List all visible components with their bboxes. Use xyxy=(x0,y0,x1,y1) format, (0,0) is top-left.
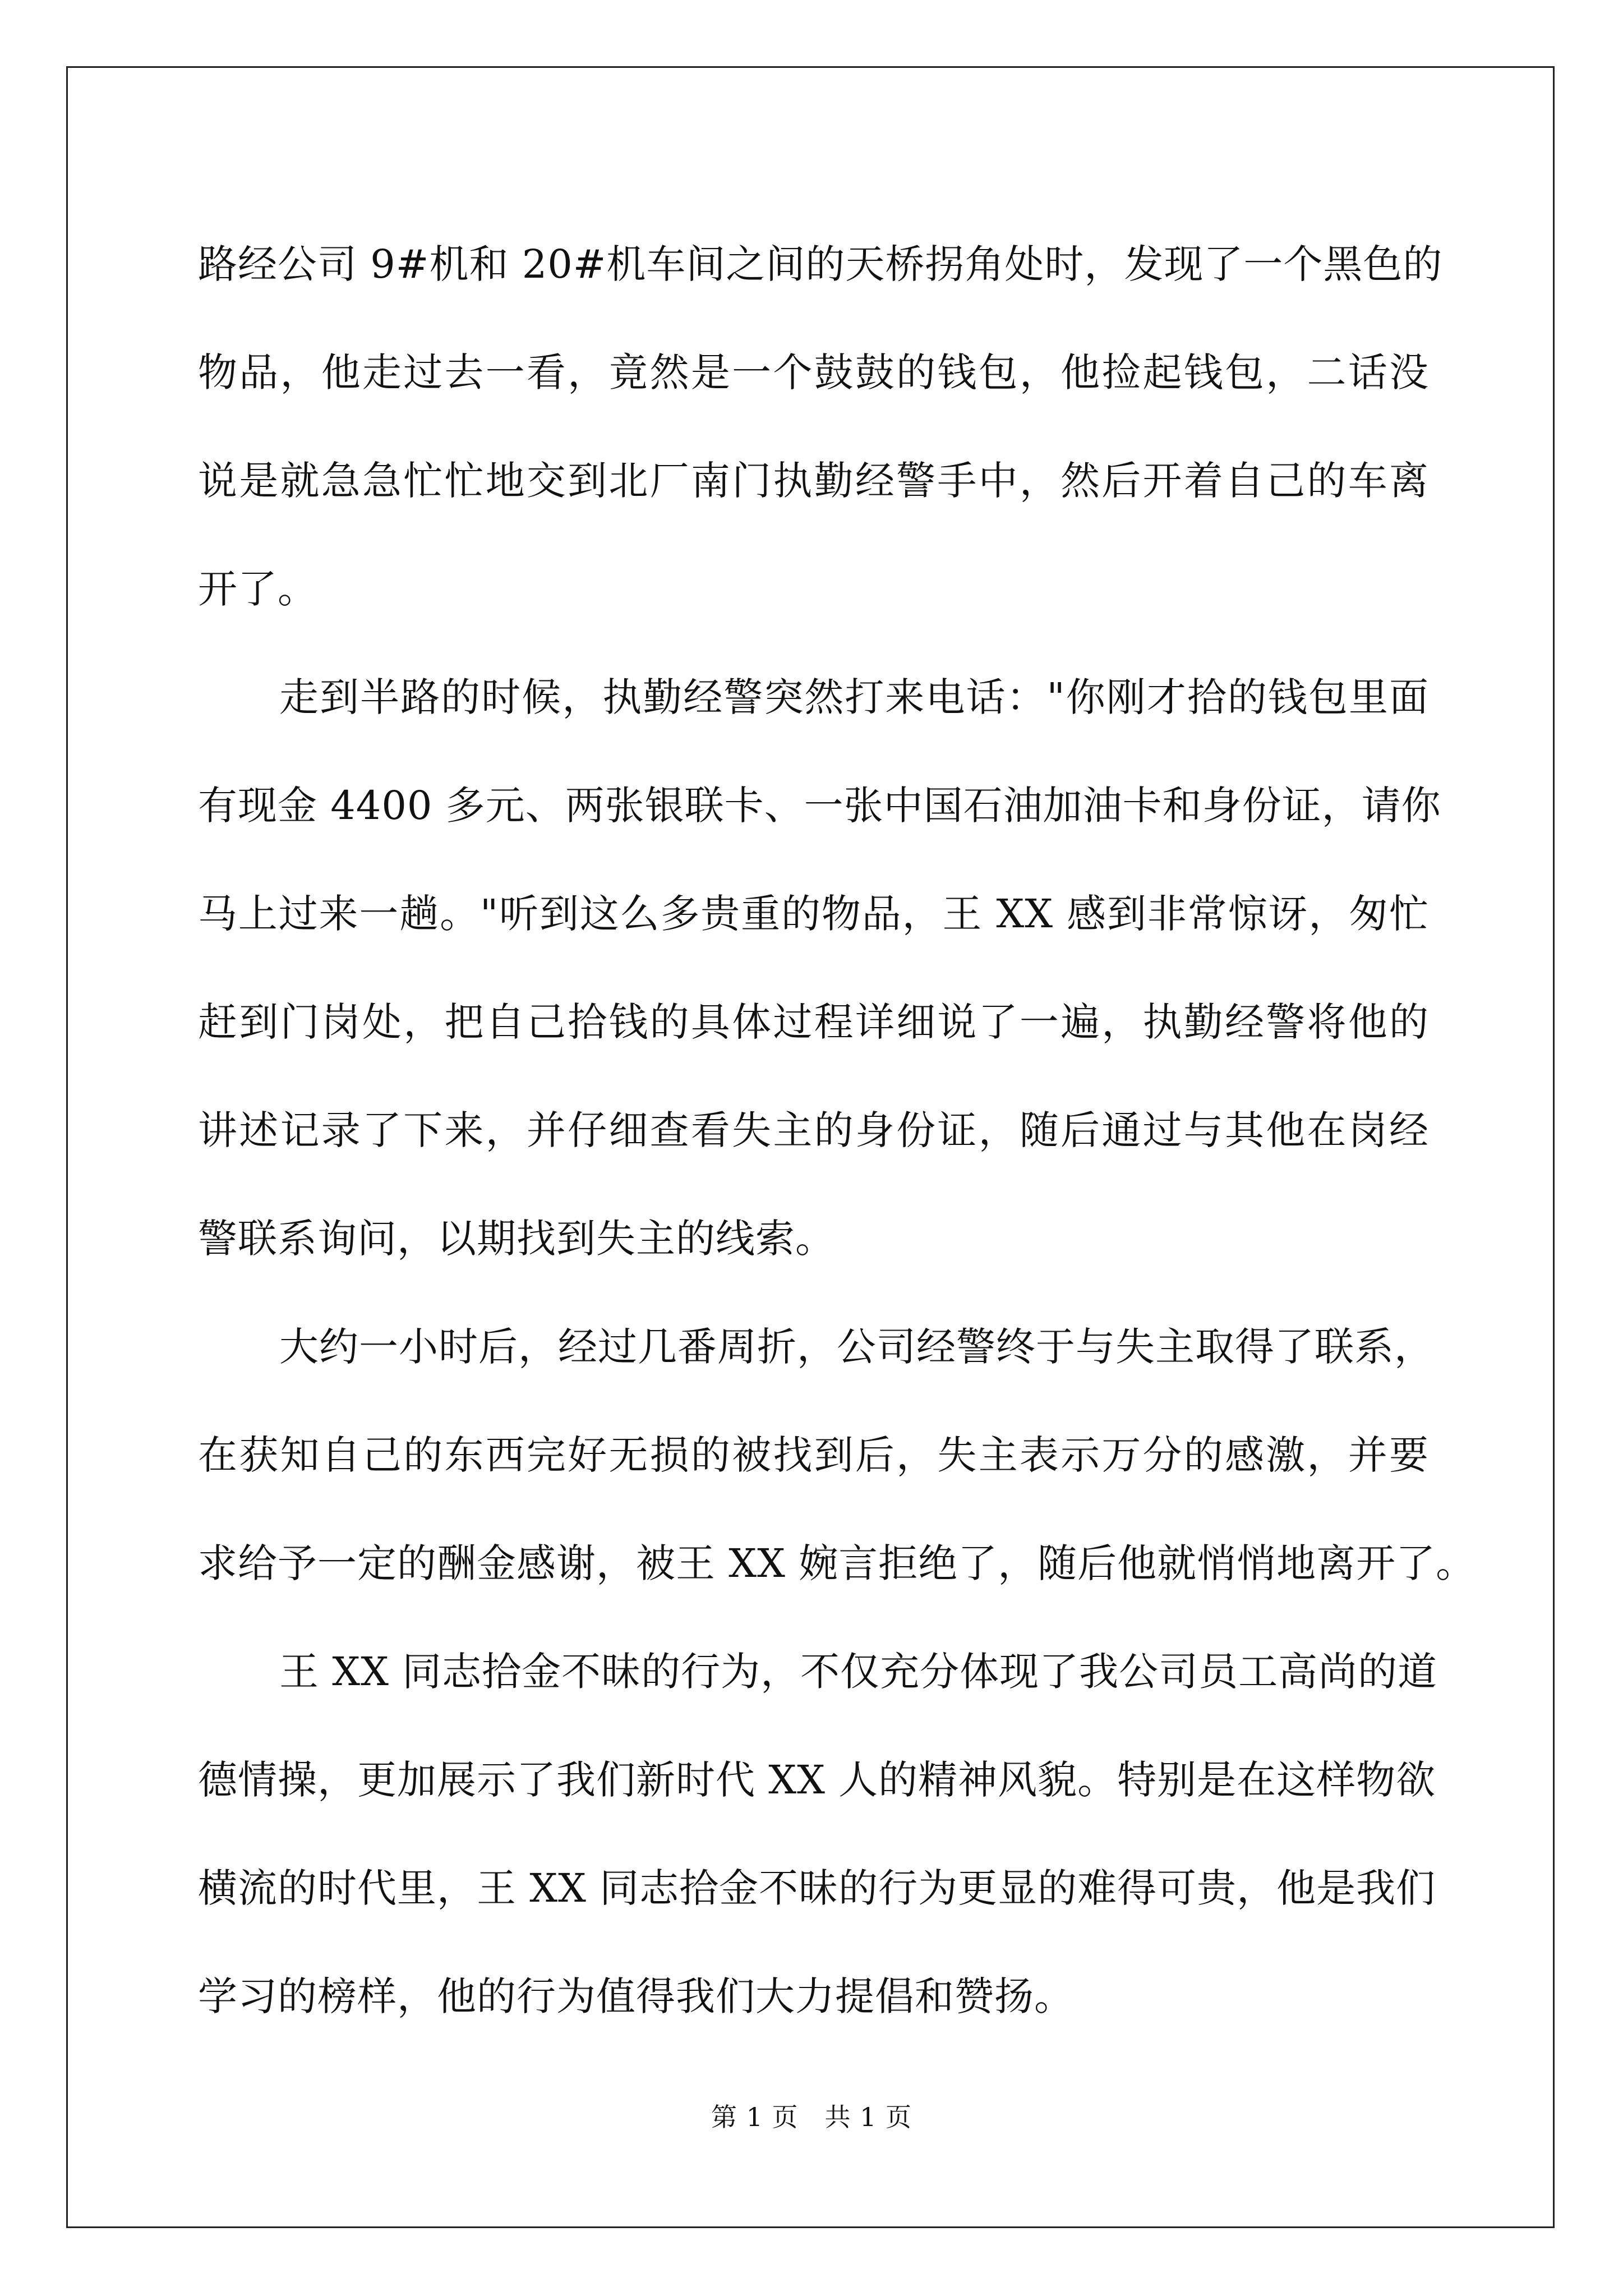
text-line: 说是就急急忙忙地交到北厂南门执勤经警手中，然后开着自己的车离 xyxy=(198,458,1429,504)
page-number: 第 1 页 共 1 页 xyxy=(711,2102,912,2132)
document-body xyxy=(198,210,1476,2051)
text-line: 王 XX 同志拾金不昧的行为，不仅充分体现了我公司员工高尚的道 xyxy=(279,1649,1438,1695)
text-line: 警联系询问，以期找到失主的线索。 xyxy=(198,1216,835,1262)
text-line: 路经公司 9#机和 20#机车间之间的天桥拐角处时，发现了一个黑色的 xyxy=(198,241,1443,287)
text-line: 学习的榜样，他的行为值得我们大力提倡和赞扬。 xyxy=(198,1973,1074,2019)
text-line: 物品，他走过去一看，竟然是一个鼓鼓的钱包，他捡起钱包，二话没 xyxy=(198,349,1429,395)
text-line: 求给予一定的酬金感谢，被王 XX 婉言拒绝了，随后他就悄悄地离开了。 xyxy=(198,1540,1476,1586)
text-line: 走到半路的时候，执勤经警突然打来电话："你刚才拾的钱包里面 xyxy=(279,674,1429,720)
text-line: 在获知自己的东西完好无损的被找到后，失主表示万分的感激，并要 xyxy=(198,1432,1429,1478)
text-line: 开了。 xyxy=(198,566,317,612)
text-line: 德情操，更加展示了我们新时代 XX 人的精神风貌。特别是在这样物欲 xyxy=(198,1757,1436,1803)
text-line: 赶到门岗处，把自己拾钱的具体过程详细说了一遍，执勤经警将他的 xyxy=(198,999,1429,1045)
text-line: 马上过来一趟。"听到这么多贵重的物品，王 XX 感到非常惊讶，匆忙 xyxy=(198,891,1429,937)
text-line: 横流的时代里，王 XX 同志拾金不昧的行为更显的难得可贵，他是我们 xyxy=(198,1865,1436,1911)
text-line: 大约一小时后，经过几番周折，公司经警终于与失主取得了联系， xyxy=(279,1324,1434,1370)
text-line: 讲述记录了下来，并仔细查看失主的身份证，随后通过与其他在岗经 xyxy=(198,1107,1429,1153)
text-line: 有现金 4400 多元、两张银联卡、一张中国石油加油卡和身份证，请你 xyxy=(198,783,1441,829)
